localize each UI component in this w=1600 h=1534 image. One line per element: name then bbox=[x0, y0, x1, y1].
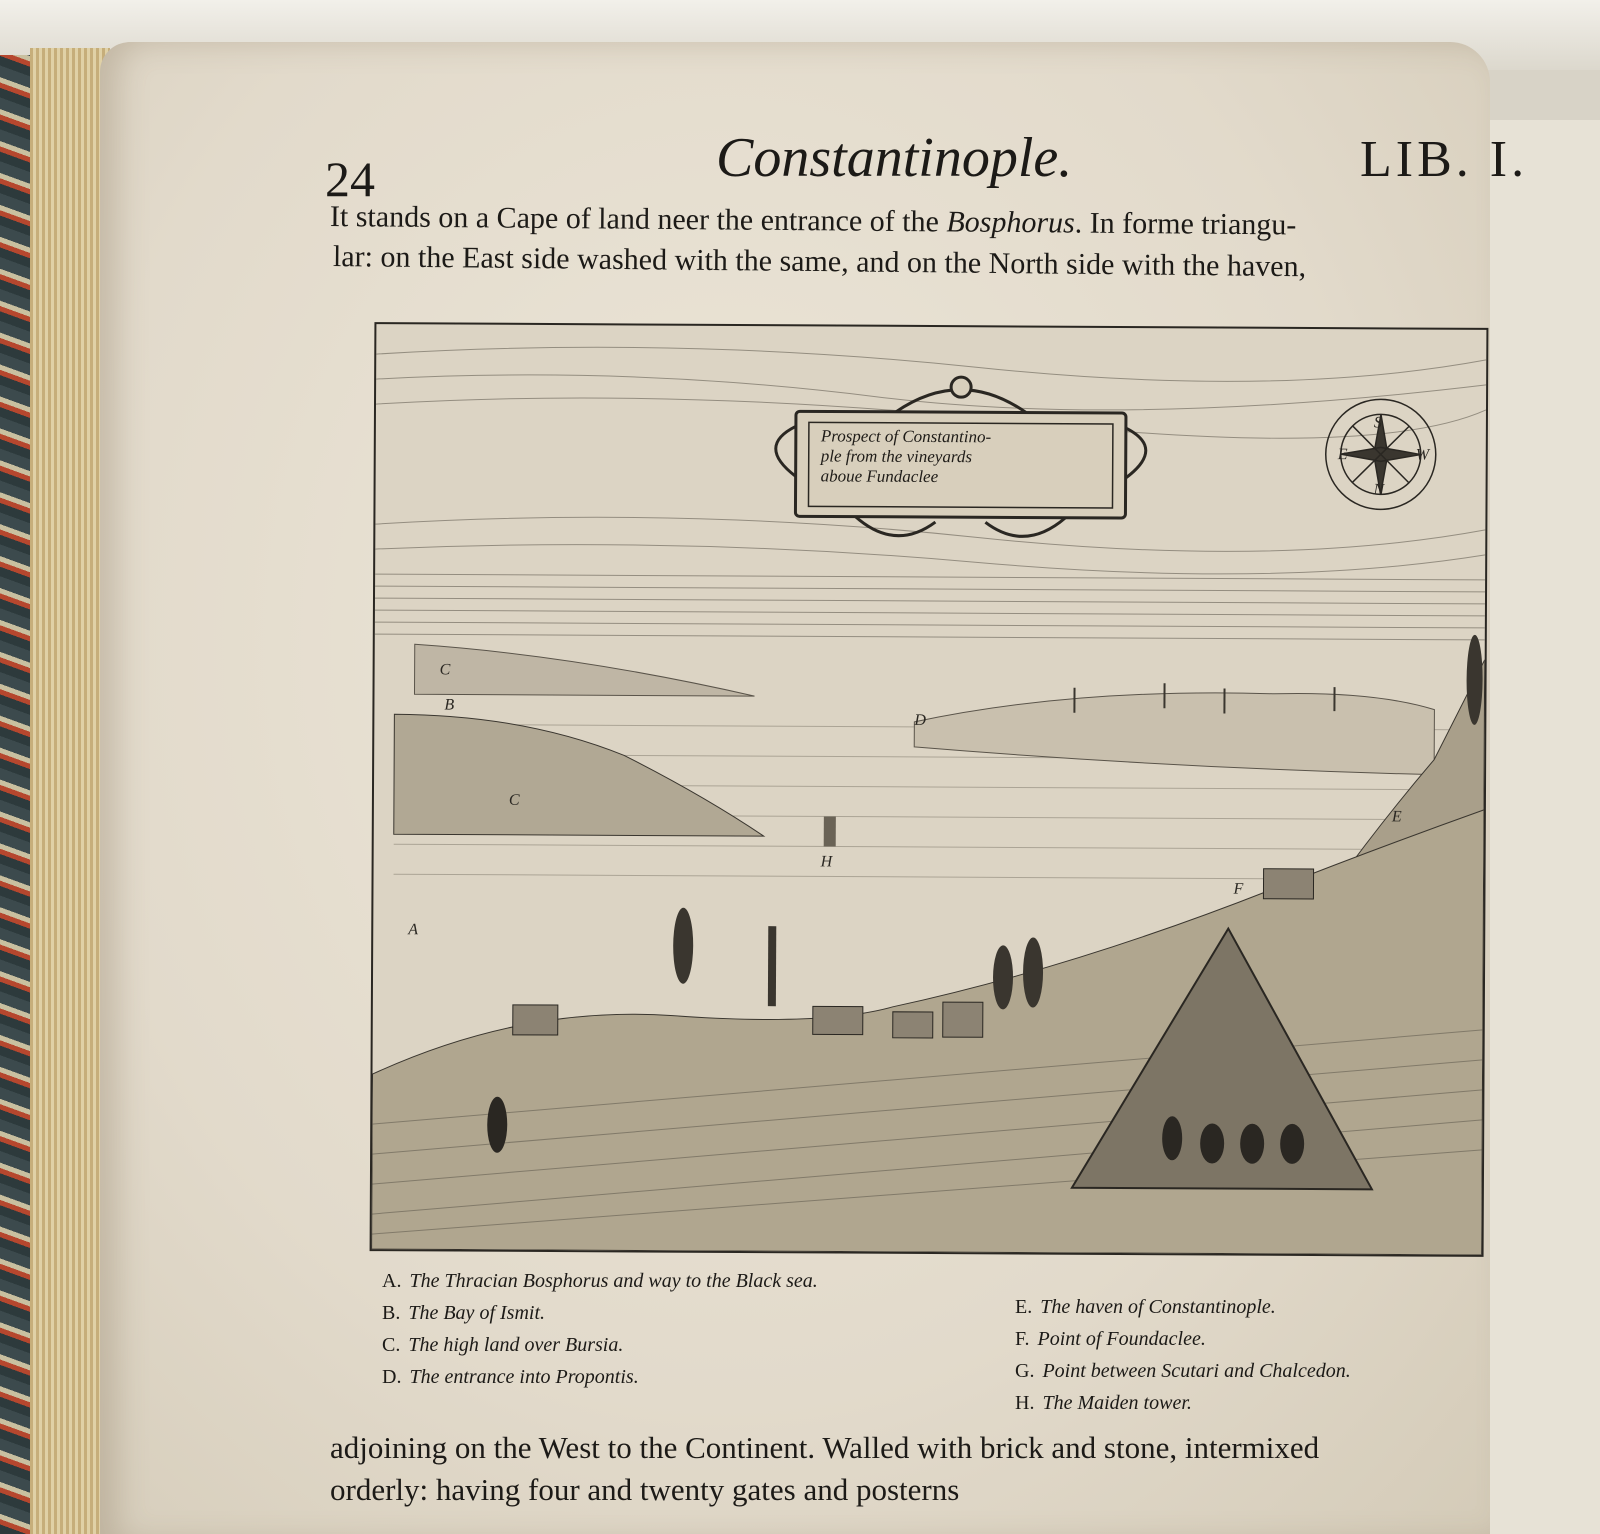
label-d: D bbox=[914, 711, 926, 729]
cartouche-line-3: aboue Fundaclee bbox=[820, 466, 939, 487]
text-part: It stands on a Cape of land neer the entrance of the bbox=[329, 200, 947, 239]
compass-east-label: W bbox=[1415, 446, 1430, 464]
minaret-foreground bbox=[768, 926, 776, 1006]
page-number: 24 bbox=[325, 151, 375, 207]
key-item-h: H. The Maiden tower. bbox=[1015, 1392, 1192, 1414]
label-h: H bbox=[820, 853, 833, 871]
left-hill bbox=[394, 714, 765, 836]
label-e: E bbox=[1391, 808, 1402, 826]
book-number: LIB. I. bbox=[1360, 131, 1529, 188]
cartouche-title bbox=[821, 426, 992, 487]
label-c: C bbox=[508, 791, 520, 809]
city-skyline bbox=[914, 691, 1434, 774]
maiden-tower bbox=[824, 816, 836, 846]
body-text-line-4: orderly: having four and twenty gates and posterns bbox=[330, 1472, 960, 1507]
key-item-a: A. The Thracian Bosphorus and way to the Black sea. bbox=[382, 1270, 818, 1292]
compass-south-label: N bbox=[1373, 481, 1385, 499]
text-italic: Bosphorus bbox=[946, 205, 1075, 240]
engraving-plate bbox=[370, 322, 1489, 1257]
cartouche-line-1: Prospect of Constantino- bbox=[820, 426, 992, 447]
key-item-b: B. The Bay of Ismit. bbox=[382, 1302, 545, 1324]
label-a: A bbox=[408, 921, 419, 939]
key-item-g: G. Point between Scutari and Chalcedon. bbox=[1015, 1360, 1351, 1382]
page-edges bbox=[30, 48, 110, 1534]
key-item-d: D. The entrance into Propontis. bbox=[382, 1366, 639, 1388]
compass-north-label: S bbox=[1373, 414, 1382, 432]
running-title: Constantinople. bbox=[716, 127, 1073, 189]
compass-west-label: E bbox=[1337, 446, 1348, 464]
key-item-e: E. The haven of Constantinople. bbox=[1015, 1296, 1276, 1318]
cartouche-line-2: ple from the vineyards bbox=[820, 446, 973, 467]
distant-land bbox=[414, 644, 754, 696]
label-f: F bbox=[1233, 880, 1244, 898]
label-b: B bbox=[444, 696, 455, 714]
label-c-far: C bbox=[439, 661, 451, 679]
body-text-line-3: adjoining on the West to the Continent. Walled with brick and stone, intermixed bbox=[330, 1430, 1320, 1465]
text-part: . In forme triangu- bbox=[1074, 206, 1297, 242]
body-text-line-2: lar: on the East side washed with the same, and on the North side with the haven, bbox=[332, 240, 1307, 284]
key-item-f: F. Point of Foundaclee. bbox=[1015, 1328, 1206, 1350]
key-item-c: C. The high land over Bursia. bbox=[382, 1334, 624, 1356]
